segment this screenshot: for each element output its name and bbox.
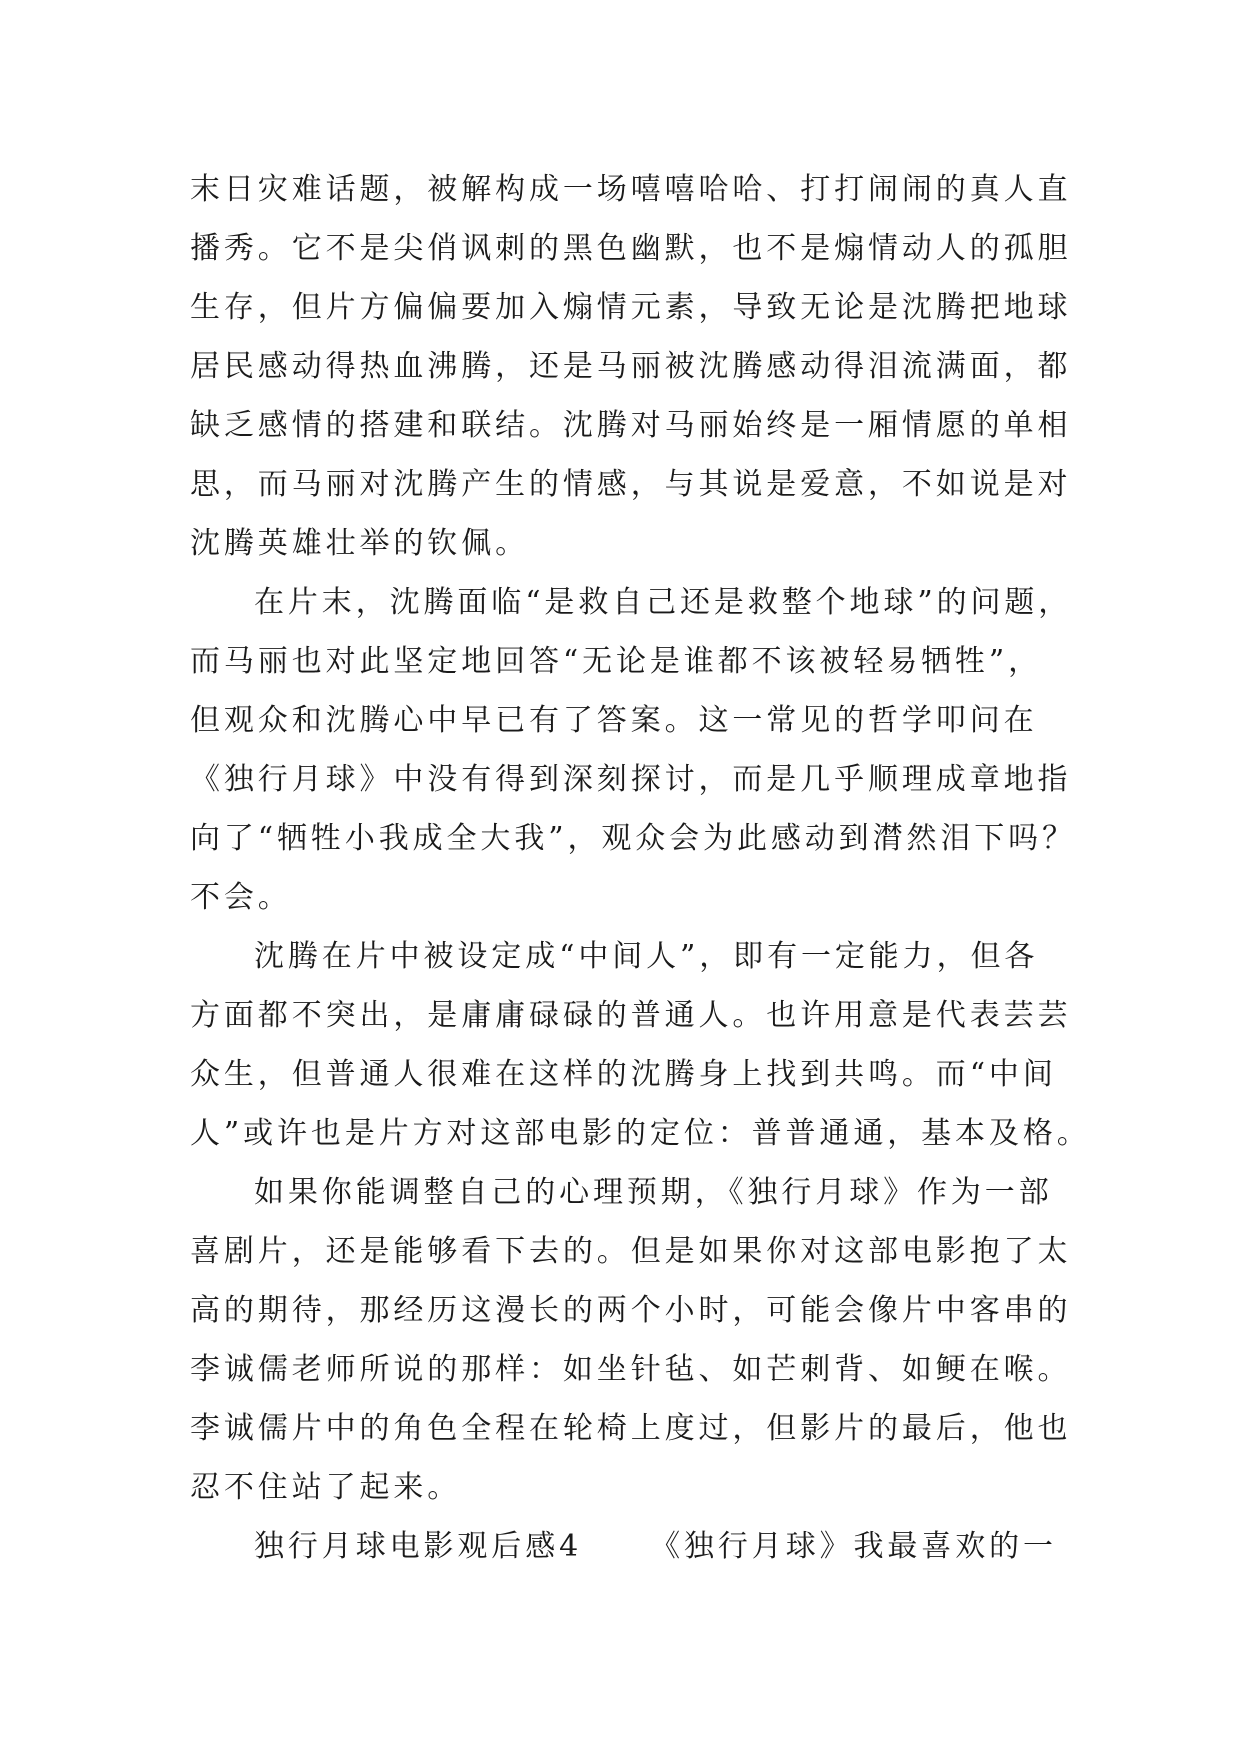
text-line: 播秀。它不是尖俏讽刺的黑色幽默，也不是煽情动人的孤胆 xyxy=(190,231,1072,266)
text-line: 而马丽也对此坚定地回答“无论是谁都不该被轻易牺牲”， xyxy=(190,644,1043,679)
paragraph xyxy=(190,1163,1072,1517)
text-line: 李诚儒片中的角色全程在轮椅上度过，但影片的最后，他也 xyxy=(190,1411,1072,1446)
text-line: 高的期待，那经历这漫长的两个小时，可能会像片中客串的 xyxy=(190,1293,1072,1328)
paragraph xyxy=(190,160,1072,573)
text-line: 沈腾英雄壮举的钦佩。 xyxy=(190,526,529,561)
text-line: 如果你能调整自己的心理预期，《独行月球》作为一部 xyxy=(254,1175,1053,1210)
paragraph xyxy=(190,573,1076,927)
text-line: 沈腾在片中被设定成“中间人”，即有一定能力，但各 xyxy=(254,939,1039,974)
section-heading-line xyxy=(190,1517,1060,1576)
text-line: 思，而马丽对沈腾产生的情感，与其说是爱意，不如说是对 xyxy=(190,467,1072,502)
text-line: 末日灾难话题，被解构成一场嘻嘻哈哈、打打闹闹的真人直 xyxy=(190,172,1072,207)
text-line: 众生，但普通人很难在这样的沈腾身上找到共鸣。而“中间 xyxy=(190,1057,1057,1092)
text-line: 忍不住站了起来。 xyxy=(190,1470,462,1505)
text-line: 李诚儒老师所说的那样：如坐针毡、如芒刺背、如鲠在喉。 xyxy=(190,1352,1072,1387)
text-line: 在片末，沈腾面临“是救自己还是救整个地球”的问题， xyxy=(254,585,1073,620)
section-text-start: 《独行月球》我最喜欢的一 xyxy=(650,1529,1057,1564)
text-line: 居民感动得热血沸腾，还是马丽被沈腾感动得泪流满面，都 xyxy=(190,349,1072,384)
text-line: 不会。 xyxy=(190,880,292,915)
document-body xyxy=(190,160,1091,1576)
text-line: 生存，但片方偏偏要加入煽情元素，导致无论是沈腾把地球 xyxy=(190,290,1072,325)
paragraph xyxy=(190,927,1091,1163)
text-line: 方面都不突出，是庸庸碌碌的普通人。也许用意是代表芸芸 xyxy=(190,998,1072,1033)
text-line: 缺乏感情的搭建和联结。沈腾对马丽始终是一厢情愿的单相 xyxy=(190,408,1072,443)
text-line: 人”或许也是片方对这部电影的定位：普普通通，基本及格。 xyxy=(190,1116,1091,1151)
section-heading: 独行月球电影观后感4 xyxy=(254,1529,583,1564)
text-line: 喜剧片，还是能够看下去的。但是如果你对这部电影抱了太 xyxy=(190,1234,1072,1269)
text-line: 但观众和沈腾心中早已有了答案。这一常见的哲学叩问在 xyxy=(190,703,1038,738)
text-line: 《独行月球》中没有得到深刻探讨，而是几乎顺理成章地指 xyxy=(190,762,1072,797)
text-line: 向了“牺牲小我成全大我”，观众会为此感动到潸然泪下吗？ xyxy=(190,821,1076,856)
